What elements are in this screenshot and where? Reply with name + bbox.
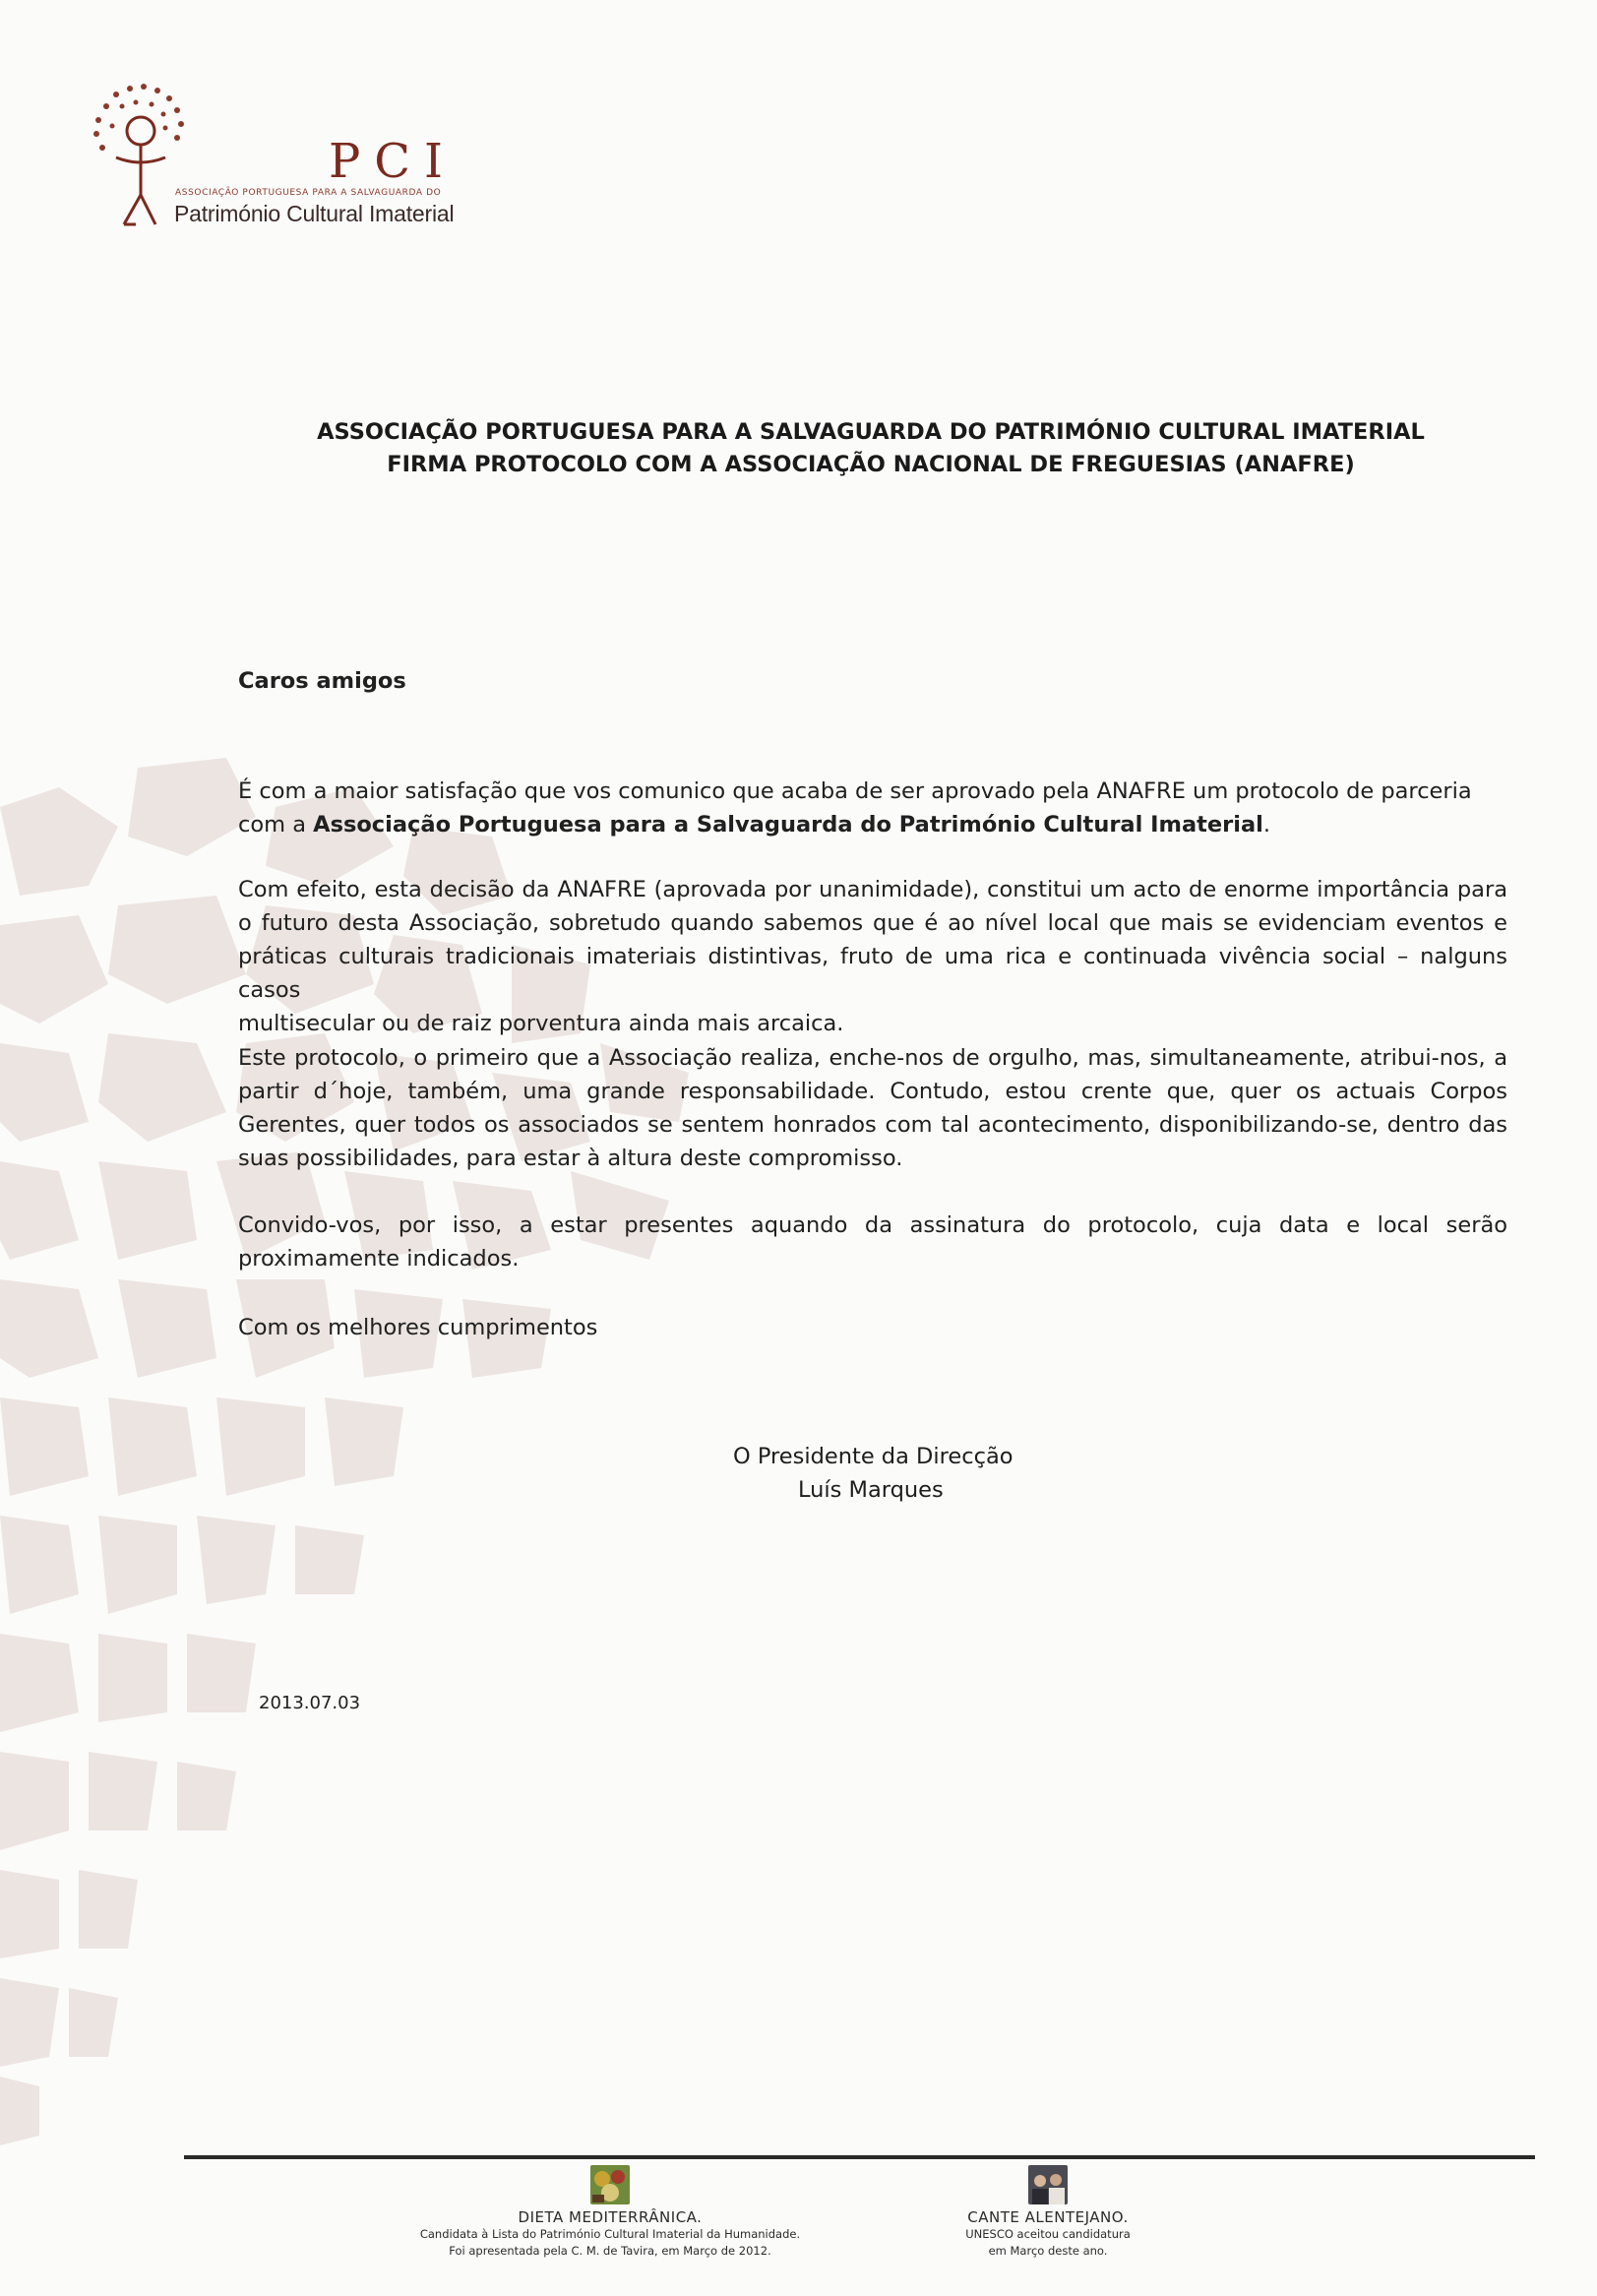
paragraph-3-line: Gerentes, quer todos os associados se sentem honrados com tal acontecimento, disponibilizando-se, dentro das: [238, 1112, 1507, 1138]
logo-name: Património Cultural Imaterial: [174, 201, 455, 226]
footer-right-line-2: em Março deste ano.: [988, 2244, 1108, 2258]
paragraph-2-line: multisecular ou de raiz porventura ainda mais arcaica.: [238, 1011, 844, 1036]
signature-block: [733, 1440, 1013, 1507]
paragraph-2-line: Com efeito, esta decisão da ANAFRE (aprovada por unanimidade), constitui um acto de enorme importância para: [238, 877, 1507, 902]
footer-left-line-1: Candidata à Lista do Património Cultural Imaterial da Humanidade.: [419, 2227, 801, 2241]
paragraph-4-line: proximamente indicados.: [238, 1246, 520, 1272]
footer-cante-alentejano: [871, 2165, 1225, 2260]
singers-photo-icon: [1028, 2165, 1068, 2204]
paragraph-4-line: Convido-vos, por isso, a estar presentes aquando da assinatura do protocolo, cuja data e local serão: [238, 1212, 1507, 1238]
food-photo-icon: [590, 2165, 630, 2204]
paragraph-2-line: o futuro desta Associação, sobretudo quando sabemos que é ao nível local que mais se evidenciam eventos e: [238, 910, 1507, 936]
signature-name: Luís Marques: [798, 1477, 944, 1503]
signature-role: O Presidente da Direcção: [733, 1444, 1013, 1469]
paragraph-1-suffix: .: [1262, 812, 1271, 838]
paragraph-1-prefix: com a: [238, 812, 314, 838]
paragraph-1-line-2: [238, 808, 1507, 841]
greeting: Caros amigos: [238, 668, 406, 694]
document-date: 2013.07.03: [259, 1693, 361, 1713]
footer-left-title: DIETA MEDITERRÂNICA.: [518, 2208, 703, 2226]
footer-right-title: CANTE ALENTEJANO.: [967, 2208, 1129, 2226]
paragraph-3-line: partir d´hoje, também, uma grande responsabilidade. Contudo, estou crente que, quer os actuais Corpos: [238, 1079, 1507, 1104]
paragraph-1-line-1: É com a maior satisfação que vos comunico que acaba de ser aprovado pela ANAFRE um protocolo de parceria: [238, 778, 1472, 804]
paragraph-4: [238, 1209, 1507, 1275]
footer-left-line-2: Foi apresentada pela C. M. de Tavira, em Março de 2012.: [449, 2244, 771, 2258]
footer-right-line-1: UNESCO aceitou candidatura: [965, 2227, 1131, 2241]
paragraph-1-association-name: Associação Portuguesa para a Salvaguarda do Património Cultural Imaterial: [313, 812, 1263, 838]
paragraph-1: [238, 775, 1507, 841]
logo-acronym: PCI: [329, 134, 457, 189]
closing: Com os melhores cumprimentos: [238, 1315, 598, 1340]
paragraph-2: [238, 873, 1507, 1040]
footer-dieta-mediterranica: [364, 2165, 856, 2260]
paragraph-3-line: suas possibilidades, para estar à altura deste compromisso.: [238, 1146, 903, 1171]
paragraph-3-line: Este protocolo, o primeiro que a Associação realiza, enche-nos de orgulho, mas, simultaneamente, atribui-nos, a: [238, 1045, 1507, 1071]
logo-tagline: ASSOCIAÇÃO PORTUGUESA PARA A SALVAGUARDA DO: [175, 188, 442, 198]
paragraph-3: [238, 1041, 1507, 1175]
document-title-line-1: ASSOCIAÇÃO PORTUGUESA PARA A SALVAGUARDA DO PATRIMÓNIO CULTURAL IMATERIAL: [317, 419, 1425, 445]
paragraph-2-line: práticas culturais tradicionais imateriais distintivas, fruto de uma rica e continuada vivência social – nalguns casos: [238, 944, 1507, 1003]
footer-divider: [184, 2155, 1535, 2159]
document-title-line-2: FIRMA PROTOCOLO COM A ASSOCIAÇÃO NACIONAL DE FREGUESIAS (ANAFRE): [387, 452, 1355, 477]
